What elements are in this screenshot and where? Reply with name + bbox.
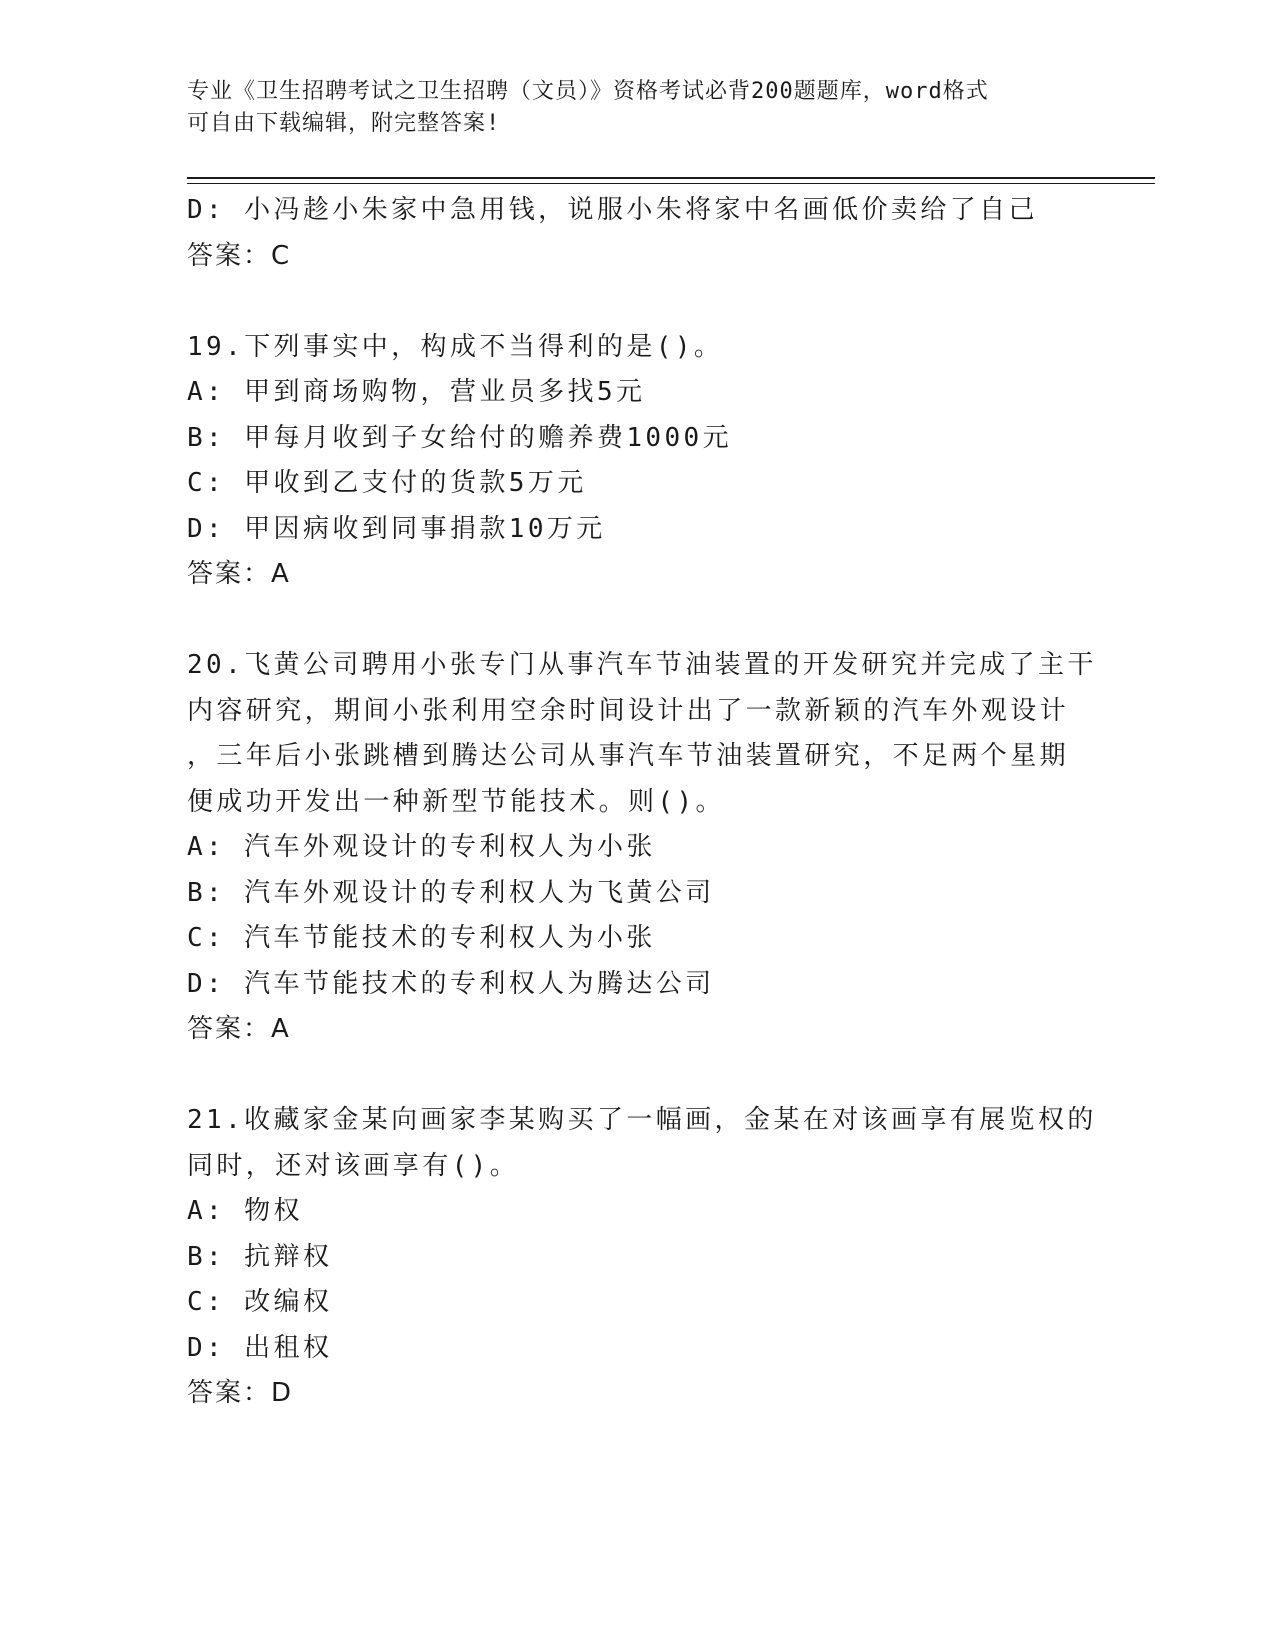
q19-stem-line-1: 19.下列事实中，构成不当得利的是()。 [187,331,724,362]
q20-answer: 答案：A [187,1014,291,1044]
prev-option-d: D: 小冯趁小朱家中急用钱，说服小朱将家中名画低价卖给了自己 [187,195,1038,225]
q20-option-b: B: 汽车外观设计的专利权人为飞黄公司 [187,877,715,908]
q20-stem-line-1: 20.飞黄公司聘用小张专门从事汽车节油装置的开发研究并完成了主干 [187,650,1097,680]
q21-option-d: D: 出租权 [187,1332,333,1363]
header-divider-thick [187,177,1155,179]
header-title-line-1: 专业《卫生招聘考试之卫生招聘（文员）》资格考试必背200题题库，word格式 [187,79,989,104]
q20-stem-line-3: ，三年后小张跳槽到腾达公司从事汽车节油装置研究，不足两个星期 [187,741,1070,771]
q21-option-c: C: 改编权 [187,1287,333,1317]
question-21 [187,1098,1097,1417]
q20-option-d: D: 汽车节能技术的专利权人为腾达公司 [187,968,715,999]
q19-option-d: D: 甲因病收到同事捐款10万元 [187,513,606,544]
question-20 [187,643,1097,1053]
header-divider-thin [187,183,1155,184]
q21-option-a: A: 物权 [187,1196,303,1226]
question-19 [187,325,1087,598]
q19-answer: 答案：A [187,559,291,589]
q20-option-c: C: 汽车节能技术的专利权人为小张 [187,923,656,953]
q21-option-b: B: 抗辩权 [187,1241,333,1272]
q19-option-b: B: 甲每月收到子女给付的赡养费1000元 [187,422,732,453]
spacer [187,598,1087,644]
q20-stem-line-4: 便成功开发出一种新型节能技术。则()。 [187,786,725,817]
spacer [187,279,1087,325]
q21-answer: 答案：D [187,1378,294,1408]
header-title-line-2: 可自由下载编辑，附完整答案! [187,111,501,136]
q20-option-a: A: 汽车外观设计的专利权人为小张 [187,832,656,862]
q21-stem-line-2: 同时，还对该画享有()。 [187,1150,520,1181]
q19-option-c: C: 甲收到乙支付的货款5万元 [187,468,587,498]
spacer [187,1053,1087,1099]
q20-stem-line-2: 内容研究，期间小张利用空余时间设计出了一款新颖的汽车外观设计 [187,695,1070,726]
q19-option-a: A: 甲到商场购物，营业员多找5元 [187,377,646,407]
page-header [187,76,1067,140]
question-list [187,188,1097,1417]
prev-answer: 答案：C [187,240,292,271]
q21-stem-line-1: 21.收藏家金某向画家李某购买了一幅画，金某在对该画享有展览权的 [187,1105,1097,1135]
